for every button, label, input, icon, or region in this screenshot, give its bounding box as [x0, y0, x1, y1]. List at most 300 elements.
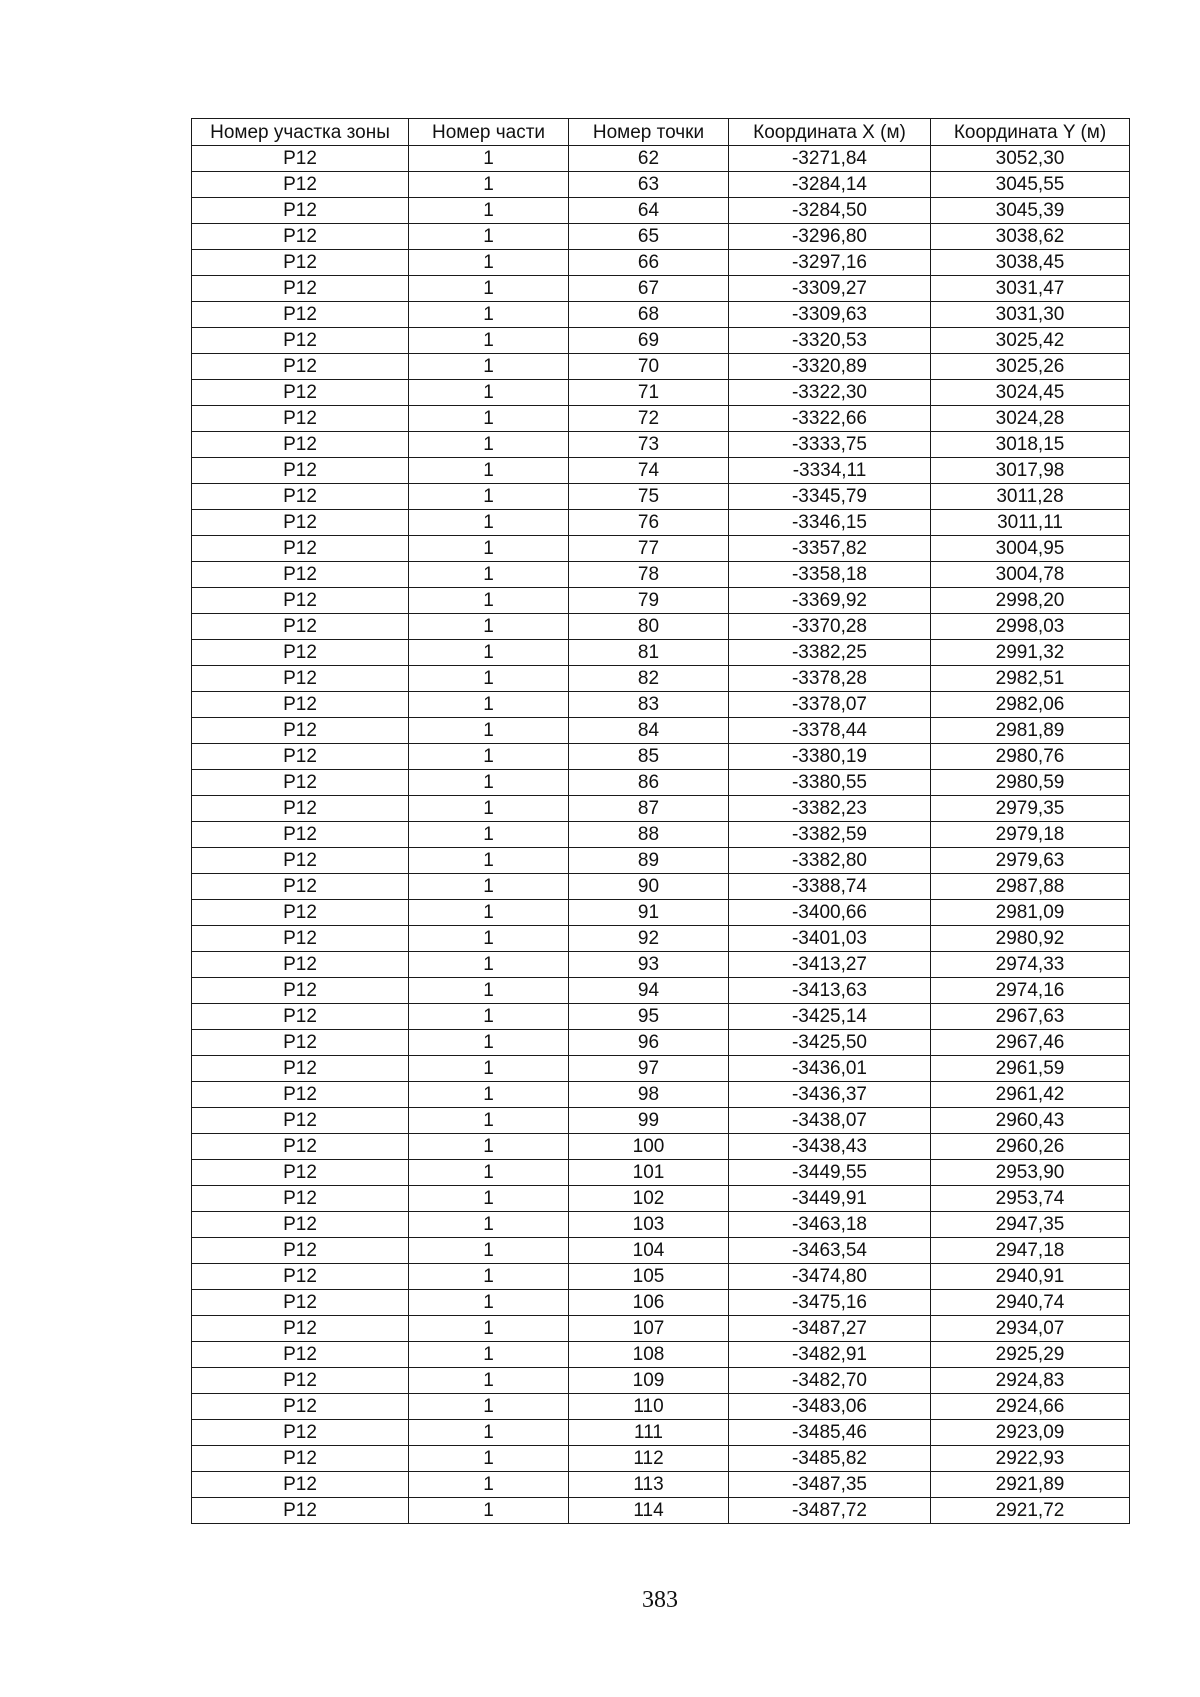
table-row	[192, 536, 1130, 562]
table-row	[192, 1264, 1130, 1290]
table-row	[192, 744, 1130, 770]
header-point-number: Номер точки	[569, 119, 729, 146]
table-row	[192, 588, 1130, 614]
coordinate-y-cell: 2924,66	[931, 1394, 1130, 1420]
part-number-cell: 1	[409, 328, 569, 354]
coordinate-x-cell: -3425,50	[729, 1030, 931, 1056]
coordinate-y-cell: 3031,30	[931, 302, 1130, 328]
coordinate-x-cell: -3401,03	[729, 926, 931, 952]
part-number-cell: 1	[409, 770, 569, 796]
point-number-cell: 87	[569, 796, 729, 822]
coordinate-x-cell: -3487,72	[729, 1498, 931, 1524]
coordinate-y-cell: 2953,74	[931, 1186, 1130, 1212]
coordinate-y-cell: 2940,74	[931, 1290, 1130, 1316]
coordinate-x-cell: -3463,54	[729, 1238, 931, 1264]
point-number-cell: 79	[569, 588, 729, 614]
point-number-cell: 78	[569, 562, 729, 588]
coordinate-x-cell: -3436,37	[729, 1082, 931, 1108]
zone-section-cell: P12	[192, 1368, 409, 1394]
part-number-cell: 1	[409, 1238, 569, 1264]
zone-section-cell: P12	[192, 1394, 409, 1420]
part-number-cell: 1	[409, 1134, 569, 1160]
coordinate-y-cell: 3011,28	[931, 484, 1130, 510]
point-number-cell: 65	[569, 224, 729, 250]
coordinate-x-cell: -3370,28	[729, 614, 931, 640]
coordinate-y-cell: 2924,83	[931, 1368, 1130, 1394]
table-row	[192, 1342, 1130, 1368]
coordinate-y-cell: 2979,35	[931, 796, 1130, 822]
coordinate-x-cell: -3320,89	[729, 354, 931, 380]
point-number-cell: 88	[569, 822, 729, 848]
coordinate-x-cell: -3333,75	[729, 432, 931, 458]
part-number-cell: 1	[409, 1186, 569, 1212]
coordinate-x-cell: -3413,63	[729, 978, 931, 1004]
coordinate-y-cell: 2923,09	[931, 1420, 1130, 1446]
coordinate-x-cell: -3382,25	[729, 640, 931, 666]
table-row	[192, 1290, 1130, 1316]
coordinate-y-cell: 2967,63	[931, 1004, 1130, 1030]
table-row	[192, 302, 1130, 328]
coordinate-x-cell: -3400,66	[729, 900, 931, 926]
part-number-cell: 1	[409, 302, 569, 328]
point-number-cell: 80	[569, 614, 729, 640]
point-number-cell: 99	[569, 1108, 729, 1134]
coordinate-x-cell: -3284,14	[729, 172, 931, 198]
point-number-cell: 68	[569, 302, 729, 328]
coordinate-x-cell: -3378,44	[729, 718, 931, 744]
part-number-cell: 1	[409, 822, 569, 848]
part-number-cell: 1	[409, 1316, 569, 1342]
zone-section-cell: P12	[192, 692, 409, 718]
coordinate-y-cell: 2974,33	[931, 952, 1130, 978]
coordinate-y-cell: 2947,18	[931, 1238, 1130, 1264]
coordinate-x-cell: -3382,23	[729, 796, 931, 822]
coordinate-x-cell: -3413,27	[729, 952, 931, 978]
table-row	[192, 718, 1130, 744]
table-row	[192, 276, 1130, 302]
point-number-cell: 93	[569, 952, 729, 978]
coordinate-x-cell: -3438,43	[729, 1134, 931, 1160]
zone-section-cell: P12	[192, 1290, 409, 1316]
table-row	[192, 1316, 1130, 1342]
point-number-cell: 113	[569, 1472, 729, 1498]
table-header	[192, 119, 1130, 146]
part-number-cell: 1	[409, 1264, 569, 1290]
coordinate-y-cell: 2982,06	[931, 692, 1130, 718]
part-number-cell: 1	[409, 1472, 569, 1498]
zone-section-cell: P12	[192, 276, 409, 302]
part-number-cell: 1	[409, 978, 569, 1004]
coordinate-x-cell: -3357,82	[729, 536, 931, 562]
coordinate-x-cell: -3322,30	[729, 380, 931, 406]
coordinate-y-cell: 2961,42	[931, 1082, 1130, 1108]
table-row	[192, 770, 1130, 796]
zone-section-cell: P12	[192, 848, 409, 874]
page-number: 383	[642, 1587, 678, 1613]
table-row	[192, 822, 1130, 848]
point-number-cell: 112	[569, 1446, 729, 1472]
coordinate-y-cell: 3045,55	[931, 172, 1130, 198]
zone-section-cell: P12	[192, 978, 409, 1004]
part-number-cell: 1	[409, 510, 569, 536]
point-number-cell: 83	[569, 692, 729, 718]
header-row	[192, 119, 1130, 146]
coordinate-y-cell: 2947,35	[931, 1212, 1130, 1238]
zone-section-cell: P12	[192, 328, 409, 354]
zone-section-cell: P12	[192, 432, 409, 458]
zone-section-cell: P12	[192, 406, 409, 432]
point-number-cell: 84	[569, 718, 729, 744]
zone-section-cell: P12	[192, 1082, 409, 1108]
point-number-cell: 105	[569, 1264, 729, 1290]
coordinate-y-cell: 2922,93	[931, 1446, 1130, 1472]
zone-section-cell: P12	[192, 1004, 409, 1030]
part-number-cell: 1	[409, 718, 569, 744]
coordinate-y-cell: 3024,28	[931, 406, 1130, 432]
coordinate-x-cell: -3487,35	[729, 1472, 931, 1498]
zone-section-cell: P12	[192, 1472, 409, 1498]
table-row	[192, 1108, 1130, 1134]
coordinate-y-cell: 2979,63	[931, 848, 1130, 874]
coordinate-x-cell: -3449,91	[729, 1186, 931, 1212]
table-row	[192, 224, 1130, 250]
zone-section-cell: P12	[192, 484, 409, 510]
zone-section-cell: P12	[192, 744, 409, 770]
table-body	[192, 146, 1130, 1524]
coordinate-x-cell: -3334,11	[729, 458, 931, 484]
point-number-cell: 103	[569, 1212, 729, 1238]
coordinate-y-cell: 2925,29	[931, 1342, 1130, 1368]
coordinate-y-cell: 3017,98	[931, 458, 1130, 484]
part-number-cell: 1	[409, 692, 569, 718]
table-row	[192, 1420, 1130, 1446]
coordinate-y-cell: 2980,59	[931, 770, 1130, 796]
table-row	[192, 1030, 1130, 1056]
part-number-cell: 1	[409, 744, 569, 770]
part-number-cell: 1	[409, 1108, 569, 1134]
table-row	[192, 1082, 1130, 1108]
coordinate-x-cell: -3438,07	[729, 1108, 931, 1134]
zone-section-cell: P12	[192, 1420, 409, 1446]
zone-section-cell: P12	[192, 796, 409, 822]
header-part-number: Номер части	[409, 119, 569, 146]
point-number-cell: 110	[569, 1394, 729, 1420]
table-row	[192, 926, 1130, 952]
part-number-cell: 1	[409, 952, 569, 978]
part-number-cell: 1	[409, 640, 569, 666]
table-row	[192, 380, 1130, 406]
table-row	[192, 952, 1130, 978]
coordinate-y-cell: 2979,18	[931, 822, 1130, 848]
coordinate-y-cell: 2953,90	[931, 1160, 1130, 1186]
zone-section-cell: P12	[192, 822, 409, 848]
part-number-cell: 1	[409, 926, 569, 952]
zone-section-cell: P12	[192, 874, 409, 900]
coordinate-y-cell: 2921,72	[931, 1498, 1130, 1524]
coordinate-y-cell: 3025,42	[931, 328, 1130, 354]
part-number-cell: 1	[409, 458, 569, 484]
coordinate-x-cell: -3380,19	[729, 744, 931, 770]
point-number-cell: 111	[569, 1420, 729, 1446]
point-number-cell: 107	[569, 1316, 729, 1342]
table-row	[192, 1472, 1130, 1498]
table-row	[192, 146, 1130, 172]
zone-section-cell: P12	[192, 900, 409, 926]
table-row	[192, 692, 1130, 718]
table-row	[192, 900, 1130, 926]
header-coordinate-y: Координата Y (м)	[931, 119, 1130, 146]
point-number-cell: 63	[569, 172, 729, 198]
point-number-cell: 89	[569, 848, 729, 874]
point-number-cell: 101	[569, 1160, 729, 1186]
point-number-cell: 102	[569, 1186, 729, 1212]
point-number-cell: 109	[569, 1368, 729, 1394]
coordinate-x-cell: -3380,55	[729, 770, 931, 796]
part-number-cell: 1	[409, 1290, 569, 1316]
point-number-cell: 86	[569, 770, 729, 796]
zone-section-cell: P12	[192, 666, 409, 692]
coordinate-x-cell: -3346,15	[729, 510, 931, 536]
zone-section-cell: P12	[192, 1316, 409, 1342]
table-row	[192, 250, 1130, 276]
coordinate-x-cell: -3485,82	[729, 1446, 931, 1472]
part-number-cell: 1	[409, 536, 569, 562]
coordinate-y-cell: 3031,47	[931, 276, 1130, 302]
part-number-cell: 1	[409, 380, 569, 406]
part-number-cell: 1	[409, 562, 569, 588]
part-number-cell: 1	[409, 484, 569, 510]
zone-section-cell: P12	[192, 1498, 409, 1524]
zone-section-cell: P12	[192, 146, 409, 172]
coordinate-x-cell: -3475,16	[729, 1290, 931, 1316]
coordinate-y-cell: 3004,78	[931, 562, 1130, 588]
part-number-cell: 1	[409, 1082, 569, 1108]
point-number-cell: 92	[569, 926, 729, 952]
coordinate-y-cell: 3018,15	[931, 432, 1130, 458]
coordinate-x-cell: -3482,70	[729, 1368, 931, 1394]
coordinate-y-cell: 2980,76	[931, 744, 1130, 770]
header-zone-section-number: Номер участка зоны	[192, 119, 409, 146]
part-number-cell: 1	[409, 614, 569, 640]
coordinate-y-cell: 3038,45	[931, 250, 1130, 276]
part-number-cell: 1	[409, 172, 569, 198]
coordinate-x-cell: -3382,80	[729, 848, 931, 874]
point-number-cell: 64	[569, 198, 729, 224]
coordinate-y-cell: 2981,09	[931, 900, 1130, 926]
part-number-cell: 1	[409, 1498, 569, 1524]
part-number-cell: 1	[409, 874, 569, 900]
coordinate-y-cell: 2940,91	[931, 1264, 1130, 1290]
part-number-cell: 1	[409, 1030, 569, 1056]
point-number-cell: 67	[569, 276, 729, 302]
table-row	[192, 354, 1130, 380]
part-number-cell: 1	[409, 1004, 569, 1030]
part-number-cell: 1	[409, 1342, 569, 1368]
coordinate-x-cell: -3358,18	[729, 562, 931, 588]
zone-section-cell: P12	[192, 1160, 409, 1186]
table-row	[192, 562, 1130, 588]
table-row	[192, 1134, 1130, 1160]
point-number-cell: 71	[569, 380, 729, 406]
zone-section-cell: P12	[192, 1342, 409, 1368]
part-number-cell: 1	[409, 1212, 569, 1238]
zone-section-cell: P12	[192, 380, 409, 406]
point-number-cell: 91	[569, 900, 729, 926]
zone-section-cell: P12	[192, 250, 409, 276]
point-number-cell: 76	[569, 510, 729, 536]
point-number-cell: 74	[569, 458, 729, 484]
part-number-cell: 1	[409, 250, 569, 276]
table-row	[192, 614, 1130, 640]
zone-section-cell: P12	[192, 614, 409, 640]
point-number-cell: 73	[569, 432, 729, 458]
table-row	[192, 848, 1130, 874]
coordinate-x-cell: -3483,06	[729, 1394, 931, 1420]
coordinate-y-cell: 2961,59	[931, 1056, 1130, 1082]
point-number-cell: 85	[569, 744, 729, 770]
part-number-cell: 1	[409, 354, 569, 380]
zone-section-cell: P12	[192, 302, 409, 328]
coordinate-y-cell: 3045,39	[931, 198, 1130, 224]
coordinate-y-cell: 3038,62	[931, 224, 1130, 250]
zone-section-cell: P12	[192, 1212, 409, 1238]
zone-section-cell: P12	[192, 1056, 409, 1082]
zone-section-cell: P12	[192, 1030, 409, 1056]
point-number-cell: 77	[569, 536, 729, 562]
point-number-cell: 97	[569, 1056, 729, 1082]
coordinate-x-cell: -3474,80	[729, 1264, 931, 1290]
table-row	[192, 1446, 1130, 1472]
coordinate-x-cell: -3463,18	[729, 1212, 931, 1238]
coordinate-x-cell: -3297,16	[729, 250, 931, 276]
zone-section-cell: P12	[192, 1108, 409, 1134]
point-number-cell: 108	[569, 1342, 729, 1368]
coordinate-y-cell: 2981,89	[931, 718, 1130, 744]
part-number-cell: 1	[409, 198, 569, 224]
zone-section-cell: P12	[192, 640, 409, 666]
part-number-cell: 1	[409, 1056, 569, 1082]
zone-section-cell: P12	[192, 1264, 409, 1290]
part-number-cell: 1	[409, 848, 569, 874]
part-number-cell: 1	[409, 276, 569, 302]
coordinate-x-cell: -3485,46	[729, 1420, 931, 1446]
point-number-cell: 69	[569, 328, 729, 354]
coordinate-y-cell: 3011,11	[931, 510, 1130, 536]
point-number-cell: 66	[569, 250, 729, 276]
point-number-cell: 104	[569, 1238, 729, 1264]
point-number-cell: 70	[569, 354, 729, 380]
zone-section-cell: P12	[192, 198, 409, 224]
table-row	[192, 458, 1130, 484]
part-number-cell: 1	[409, 796, 569, 822]
coordinate-x-cell: -3322,66	[729, 406, 931, 432]
table-row	[192, 484, 1130, 510]
zone-section-cell: P12	[192, 1446, 409, 1472]
table-row	[192, 1368, 1130, 1394]
point-number-cell: 90	[569, 874, 729, 900]
point-number-cell: 75	[569, 484, 729, 510]
coordinate-y-cell: 3004,95	[931, 536, 1130, 562]
coordinate-y-cell: 2934,07	[931, 1316, 1130, 1342]
point-number-cell: 98	[569, 1082, 729, 1108]
part-number-cell: 1	[409, 1160, 569, 1186]
table-row	[192, 198, 1130, 224]
zone-section-cell: P12	[192, 536, 409, 562]
table-row	[192, 172, 1130, 198]
coordinate-x-cell: -3284,50	[729, 198, 931, 224]
point-number-cell: 82	[569, 666, 729, 692]
table-row	[192, 640, 1130, 666]
point-number-cell: 114	[569, 1498, 729, 1524]
part-number-cell: 1	[409, 146, 569, 172]
table-row	[192, 796, 1130, 822]
header-coordinate-x: Координата X (м)	[729, 119, 931, 146]
part-number-cell: 1	[409, 1368, 569, 1394]
coordinate-y-cell: 3025,26	[931, 354, 1130, 380]
zone-section-cell: P12	[192, 224, 409, 250]
coordinate-x-cell: -3369,92	[729, 588, 931, 614]
coordinate-x-cell: -3425,14	[729, 1004, 931, 1030]
coordinate-y-cell: 3052,30	[931, 146, 1130, 172]
part-number-cell: 1	[409, 1446, 569, 1472]
table-row	[192, 1056, 1130, 1082]
part-number-cell: 1	[409, 1420, 569, 1446]
coordinate-y-cell: 2987,88	[931, 874, 1130, 900]
part-number-cell: 1	[409, 900, 569, 926]
zone-section-cell: P12	[192, 562, 409, 588]
part-number-cell: 1	[409, 1394, 569, 1420]
table-row	[192, 1238, 1130, 1264]
table-row	[192, 666, 1130, 692]
coordinate-x-cell: -3449,55	[729, 1160, 931, 1186]
coordinate-x-cell: -3309,27	[729, 276, 931, 302]
zone-section-cell: P12	[192, 588, 409, 614]
coordinate-x-cell: -3309,63	[729, 302, 931, 328]
table-row	[192, 978, 1130, 1004]
coordinates-table	[191, 118, 1130, 1524]
point-number-cell: 100	[569, 1134, 729, 1160]
coordinate-y-cell: 2960,43	[931, 1108, 1130, 1134]
coordinate-x-cell: -3482,91	[729, 1342, 931, 1368]
coordinate-x-cell: -3487,27	[729, 1316, 931, 1342]
table-row	[192, 328, 1130, 354]
coordinate-y-cell: 2998,20	[931, 588, 1130, 614]
part-number-cell: 1	[409, 666, 569, 692]
table-row	[192, 1186, 1130, 1212]
zone-section-cell: P12	[192, 1186, 409, 1212]
part-number-cell: 1	[409, 588, 569, 614]
zone-section-cell: P12	[192, 952, 409, 978]
table-row	[192, 1394, 1130, 1420]
coordinate-x-cell: -3382,59	[729, 822, 931, 848]
coordinate-y-cell: 2967,46	[931, 1030, 1130, 1056]
zone-section-cell: P12	[192, 1238, 409, 1264]
coordinate-y-cell: 2991,32	[931, 640, 1130, 666]
coordinate-y-cell: 2998,03	[931, 614, 1130, 640]
coordinate-y-cell: 2982,51	[931, 666, 1130, 692]
table-row	[192, 406, 1130, 432]
coordinate-x-cell: -3345,79	[729, 484, 931, 510]
coordinate-y-cell: 3024,45	[931, 380, 1130, 406]
point-number-cell: 72	[569, 406, 729, 432]
zone-section-cell: P12	[192, 172, 409, 198]
coordinate-x-cell: -3378,07	[729, 692, 931, 718]
coordinate-y-cell: 2960,26	[931, 1134, 1130, 1160]
point-number-cell: 106	[569, 1290, 729, 1316]
table-row	[192, 1498, 1130, 1524]
point-number-cell: 95	[569, 1004, 729, 1030]
coordinate-x-cell: -3271,84	[729, 146, 931, 172]
